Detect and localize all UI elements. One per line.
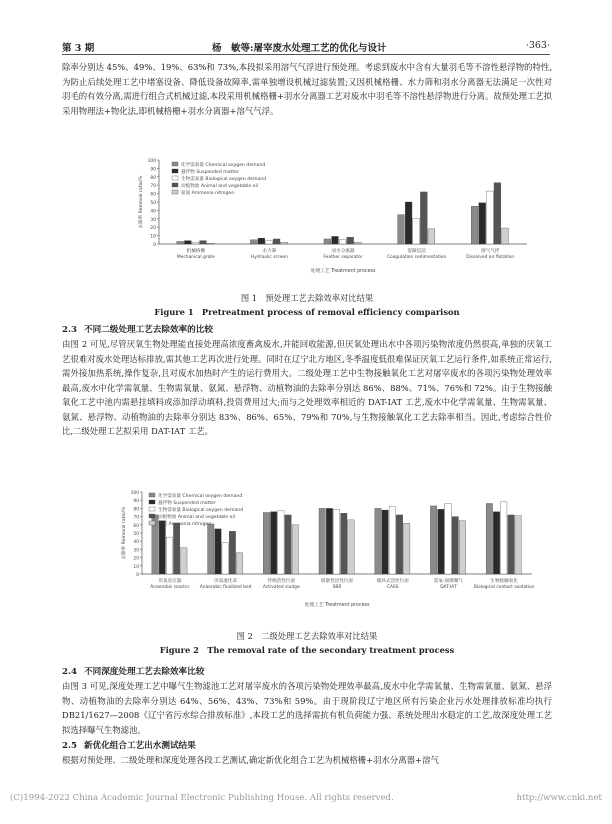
category-label-en: Coagulation sedimentation — [386, 255, 447, 260]
category-label-cn: 厌氧反应器 — [158, 579, 182, 584]
legend-label: 悬浮物 Suspended matter — [158, 501, 216, 506]
y-tick-label: 90 — [133, 499, 139, 505]
bar — [348, 520, 354, 574]
bar — [333, 509, 339, 574]
legend-label: 氨氮 Ammonia nitrogen — [158, 522, 212, 527]
category-label-cn: 机械格栅 — [186, 249, 205, 254]
copyright-notice: (C)1994-2022 China Academic Journal Electronic Publishing House. All rights reserved. — [10, 793, 394, 803]
figure-2-caption-cn: 图 2 二级处理工艺去除效率对比结果 — [236, 631, 378, 641]
category-label-en: Anaerobic fluidized bed — [199, 585, 252, 590]
running-title: 杨 敏等:屠宰废水处理工艺的优化与设计 — [212, 43, 387, 54]
bar — [207, 243, 214, 244]
bar — [375, 508, 381, 574]
y-tick-label: 70 — [150, 184, 156, 190]
bar — [354, 242, 361, 244]
y-tick-label: 80 — [133, 507, 139, 513]
paragraph-secondary: 由图 2 可见,尽管厌氧生物处理能直接处理高浓度畜禽废水,并能回收能源,但厌氧处理出水中各项污染物浓度仍然很高,单独的厌氧工艺很难对废水处理达标排放,需其他工艺再次进行处理。同时在辽宁北方地区,冬季温度低很难保证厌氧工艺运行条件,如系统正常运行,需外接加热系统,操作复杂,且对废水加热时产生的运行费用大。二级处理工艺中生物接触氧化工艺对屠宰废水的各项污染物处理效率最高,废水中化学需氧量、生物需氧量、氨氮、悬浮物、动植物油的去除率分别达 86%、88%、71%、76%和 72%。由于生物接触氧化工艺中池内需悬挂填料或添加浮动填料,投资费用过大;而与之处理效率相近的 DAT-IAT 工艺,废水中化学需氧量、生物需氧量、氨氮、悬浮物、动植物油的去除率分别达 83%、86%、65%、79%和 70%,与生物接触氧化工艺去除率相当。因此,考虑综合性价比,二级处理工艺拟采用 DAT-IAT 工艺。 — [62, 339, 552, 436]
bar — [508, 515, 514, 574]
bar — [270, 512, 276, 574]
bar — [159, 521, 165, 574]
bar — [285, 515, 291, 574]
y-tick-label: 100 — [130, 491, 139, 496]
issue-number: 第 3 期 — [62, 43, 95, 54]
bar — [258, 238, 265, 244]
running-header — [62, 40, 550, 55]
section-number: 2.4 — [62, 667, 77, 677]
bar — [250, 240, 257, 244]
y-tick-label: 10 — [150, 234, 156, 240]
bar — [398, 215, 405, 244]
legend-label: 动植物油 Animal and vegetable oil — [158, 515, 236, 520]
category-label-cn: 生物接触氧化 — [490, 579, 518, 584]
legend-label: 生物需氧量 Biological oxygen demand — [158, 508, 244, 513]
y-axis-label: 去除率 Removal ratio/% — [139, 175, 144, 229]
category-label-en: CASS — [386, 585, 399, 590]
category-label-cn: 水力筛 — [262, 249, 277, 254]
pretreatment-chart — [62, 152, 552, 294]
bar — [341, 513, 347, 574]
category-label-en: Hydraulic screen — [250, 255, 288, 260]
y-tick-label: 80 — [150, 175, 156, 181]
category-label-cn: 间歇性活性污泥 — [320, 579, 354, 584]
y-tick-label: 30 — [150, 217, 156, 223]
bar — [215, 529, 221, 574]
legend-swatch — [149, 507, 155, 511]
legend-swatch — [172, 183, 178, 187]
legend-label: 化学需氧量 Chemical oxygen demand — [158, 494, 243, 499]
category-label-en: Dissolved air flotation — [466, 255, 515, 260]
bar — [281, 242, 288, 244]
figure-1-caption-cn: 图 1 预处理工艺去除效率对比结果 — [240, 293, 374, 303]
bar — [404, 523, 410, 574]
bar — [278, 511, 284, 574]
y-tick-label: 70 — [133, 515, 139, 521]
bar — [208, 524, 214, 574]
category-label-en: DAT-IAT — [440, 585, 457, 590]
y-tick-label: 50 — [133, 532, 139, 537]
bar — [428, 229, 435, 244]
bar — [192, 242, 199, 244]
bar — [493, 512, 499, 574]
bar — [181, 548, 187, 574]
bar — [389, 507, 395, 574]
bar — [494, 183, 501, 244]
bar — [452, 517, 458, 574]
bar — [222, 543, 228, 574]
y-tick-label: 30 — [133, 548, 139, 554]
bar — [382, 510, 388, 574]
y-tick-label: 100 — [147, 159, 156, 164]
legend-swatch — [149, 514, 155, 518]
bar — [486, 503, 492, 574]
y-tick-label: 90 — [150, 167, 156, 173]
y-tick-label: 40 — [150, 209, 156, 215]
y-tick-label: 50 — [150, 201, 156, 206]
category-label-cn: 溶气气浮 — [481, 249, 500, 254]
bar — [486, 191, 493, 244]
bar — [173, 523, 179, 574]
legend-swatch — [172, 190, 178, 194]
bar — [479, 203, 486, 244]
bar — [266, 241, 273, 244]
y-tick-label: 60 — [150, 192, 156, 198]
bar — [459, 521, 465, 574]
legend-label: 悬浮物 Suspended matter — [181, 170, 239, 175]
y-axis-label: 去除率 Removal ratio/% — [122, 506, 127, 560]
bar — [445, 503, 451, 574]
category-label-cn: 循环式活性污泥 — [376, 579, 409, 584]
y-tick-label: 60 — [133, 523, 139, 529]
category-label-cn: 厌氧流化床 — [214, 579, 238, 584]
paragraph-advanced: 由图 3 可见,深度处理工艺中曝气生物滤池工艺对屠宰废水的各项污染物处理效率最高,废水中化学需氧量、生物需氧量、氨氮、悬浮物、动植物油的去除率分别达 64%、56%、43%、73%和 59%。由于现阶段辽宁地区所有污染企业污水处理排放标准均执行 DB21/1627—2008《辽宁省污水综合排放标准》,本段工艺的选择需抗有机负荷能力强、系统处理出水稳定的工艺,故深度处理工艺拟选择曝气生物滤池。 — [62, 681, 552, 735]
legend-label: 动植物油 Animal and vegetable oil — [181, 184, 259, 189]
category-label-en: Activated sludge — [262, 585, 300, 590]
bar — [319, 508, 325, 574]
section-2-5-heading — [62, 739, 196, 751]
category-label-cn: 羽水分离器 — [331, 249, 355, 254]
bar — [326, 508, 332, 574]
section-title: 不同二级处理工艺去除效率的比较 — [84, 325, 213, 335]
figure-2-caption-en: Figure 2 The removal rate of the secondary treatment process — [159, 645, 455, 655]
bar — [420, 192, 427, 244]
category-label-en: SBR — [332, 585, 342, 590]
bar — [184, 241, 191, 244]
category-label-en: Anaerobic reactor — [150, 585, 190, 590]
legend-swatch — [149, 500, 155, 504]
category-label-cn: 混凝沉淀 — [407, 249, 426, 254]
legend-swatch — [172, 162, 178, 166]
page-number: ·363· — [525, 40, 550, 51]
section-number: 2.5 — [62, 741, 77, 751]
bar — [515, 516, 521, 574]
x-axis-label: 处理工艺 Treatment process — [310, 269, 376, 274]
legend-swatch — [172, 169, 178, 173]
legend-label: 生物需氧量 Biological oxygen demand — [181, 177, 267, 182]
section-title: 新优化组合工艺出水测试结果 — [84, 741, 196, 751]
bar — [405, 202, 412, 244]
section-number: 2.3 — [62, 325, 77, 335]
section-title: 不同深度处理工艺去除效率比较 — [84, 667, 205, 677]
figure-1 — [62, 152, 552, 322]
y-tick-label: 0 — [136, 573, 139, 578]
bar — [339, 240, 346, 244]
bar — [292, 525, 298, 574]
category-label-cn: 需氧-间歇曝气 — [433, 579, 464, 584]
bar — [332, 236, 339, 244]
legend-swatch — [149, 521, 155, 525]
x-axis-label: 处理工艺 Treatment process — [304, 603, 370, 608]
legend-label: 氨氮 Ammonia nitrogen — [181, 191, 235, 196]
bar — [413, 219, 420, 244]
bar — [471, 206, 478, 244]
bar — [236, 553, 242, 574]
secondary-chart — [62, 484, 552, 631]
section-2-3-heading — [62, 323, 213, 335]
bar — [430, 506, 436, 574]
bar — [263, 513, 269, 575]
category-label-en: Feather separator — [323, 255, 363, 260]
bar — [438, 509, 444, 574]
bar — [177, 241, 184, 244]
y-tick-label: 20 — [150, 226, 156, 232]
bar — [324, 239, 331, 244]
publisher-url: http://www.cnki.net — [516, 793, 602, 803]
bar — [200, 241, 207, 244]
category-label-en: Mechanical grate — [176, 255, 215, 260]
bar — [501, 502, 507, 574]
bar — [502, 228, 509, 244]
legend-swatch — [149, 493, 155, 497]
y-tick-label: 20 — [133, 556, 139, 562]
legend-swatch — [172, 176, 178, 180]
category-label-en: Biological contact oxidation — [473, 585, 535, 590]
y-tick-label: 10 — [133, 564, 139, 570]
bar — [273, 239, 280, 244]
section-2-4-heading — [62, 665, 204, 677]
paragraph-pretreatment: 除率分别达 45%、49%、19%、63%和 73%,本段拟采用溶气气浮进行预处理。考虑到废水中含有大量羽毛等不溶性悬浮物的特性,为防止后续处理工艺中堵塞设备、降低设备故障率,需单独增设机械过滤装置;又因机械格栅、水力筛和羽水分离器无法满足一次性对羽毛的有效分离,需进行组合式机械过滤,本段采用机械格栅+羽水分离器工艺对废水中羽毛等不溶性悬浮物进行分离。故预处理工艺拟采用物理法+物化法,即机械格栅+羽水分离器+溶气气浮。 — [62, 62, 552, 116]
legend-label: 化学需氧量 Chemical oxygen demand — [181, 163, 266, 168]
bar — [396, 515, 402, 574]
figure-1-caption-en: Figure 1 Pretreatment process of removal efficiency comparison — [154, 307, 460, 317]
category-label-cn: 传统活性污泥 — [267, 579, 296, 584]
bar — [166, 537, 172, 574]
bar — [347, 237, 354, 244]
paragraph-combined: 根据对预处理、二级处理和深度处理各段工艺测试,确定新优化组合工艺为机械格栅+羽水分离器+溶气 — [62, 755, 439, 765]
y-tick-label: 0 — [153, 243, 156, 248]
y-tick-label: 40 — [133, 540, 139, 546]
bar — [229, 531, 235, 574]
figure-2 — [62, 484, 552, 660]
